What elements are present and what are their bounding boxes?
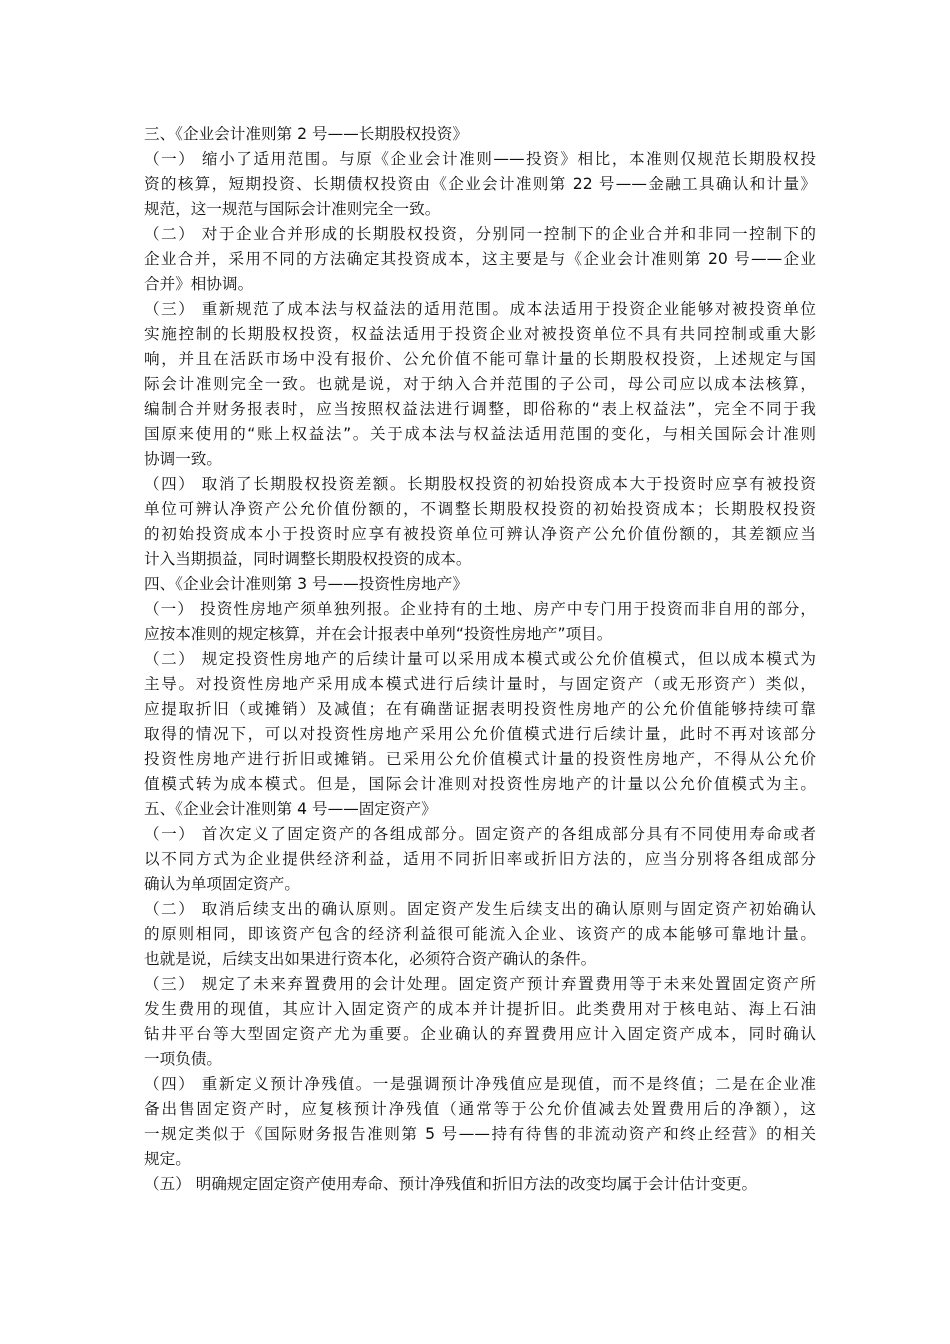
paragraph-line: （四） 重新定义预计净残值。一是强调预计净残值应是现值，而不是终值；二是在企业准 <box>144 1075 816 1093</box>
paragraph-line: 的初始投资成本小于投资时应享有被投资单位可辨认净资产公允价值份额的，其差额应当 <box>144 525 816 543</box>
paragraph-line: 一规定类似于《国际财务报告准则第 5 号——持有待售的非流动资产和终止经营》的相关 <box>144 1125 816 1143</box>
paragraph-line: （三） 规定了未来弃置费用的会计处理。固定资产预计弃置费用等于未来处置固定资产所 <box>144 975 816 993</box>
paragraph-line: 企业合并，采用不同的方法确定其投资成本，这主要是与《企业会计准则第 20 号——企业 <box>144 250 816 268</box>
paragraph-line: 一项负债。 <box>144 1050 222 1068</box>
paragraph-line: （三） 重新规范了成本法与权益法的适用范围。成本法适用于投资企业能够对被投资单位 <box>144 300 816 318</box>
paragraph-line: （五） 明确规定固定资产使用寿命、预计净残值和折旧方法的改变均属于会计估计变更。 <box>144 1175 758 1193</box>
paragraph-line: （二） 规定投资性房地产的后续计量可以采用成本模式或公允价值模式，但以成本模式为 <box>144 650 816 668</box>
paragraph-line: 以不同方式为企业提供经济利益，适用不同折旧率或折旧方法的，应当分别将各组成部分 <box>144 850 816 868</box>
paragraph-line: 确认为单项固定资产。 <box>144 875 300 893</box>
paragraph-line: 备出售固定资产时，应复核预计净残值（通常等于公允价值减去处置费用后的净额），这 <box>144 1100 816 1118</box>
paragraph-line: （四） 取消了长期股权投资差额。长期股权投资的初始投资成本大于投资时应享有被投资 <box>144 475 816 493</box>
paragraph-line: 编制合并财务报表时，应当按照权益法进行调整，即俗称的“表上权益法”，完全不同于我 <box>144 400 816 418</box>
paragraph-line: （一） 投资性房地产须单独列报。企业持有的土地、房产中专门用于投资而非自用的部分， <box>144 600 816 618</box>
paragraph-line: 单位可辨认净资产公允价值份额的，不调整长期股权投资的初始投资成本；长期股权投资 <box>144 500 816 518</box>
paragraph-line: 规定。 <box>144 1150 191 1168</box>
paragraph-line: 值模式转为成本模式。但是，国际会计准则对投资性房地产的计量以公允价值模式为主。 <box>144 775 816 793</box>
paragraph-line: 响，并且在活跃市场中没有报价、公允价值不能可靠计量的长期股权投资，上述规定与国 <box>144 350 816 368</box>
paragraph-line: 发生费用的现值，其应计入固定资产的成本并计提折旧。此类费用对于核电站、海上石油 <box>144 1000 816 1018</box>
document-body <box>144 122 816 1197</box>
paragraph-line: （二） 对于企业合并形成的长期股权投资，分别同一控制下的企业合并和非同一控制下的 <box>144 225 816 243</box>
paragraph-line: 的原则相同，即该资产包含的经济利益很可能流入企业、该资产的成本能够可靠地计量。 <box>144 925 816 943</box>
paragraph-line: 资的核算，短期投资、长期债权投资由《企业会计准则第 22 号——金融工具确认和计量》 <box>144 175 816 193</box>
paragraph-line: 计入当期损益，同时调整长期股权投资的成本。 <box>144 550 472 568</box>
paragraph-line: （二） 取消后续支出的确认原则。固定资产发生后续支出的确认原则与固定资产初始确认 <box>144 900 816 918</box>
paragraph-line: 也就是说，后续支出如果进行资本化，必须符合资产确认的条件。 <box>144 950 597 968</box>
paragraph-line: 应按本准则的规定核算，并在会计报表中单列“投资性房地产”项目。 <box>144 625 613 643</box>
paragraph-line: 实施控制的长期股权投资，权益法适用于投资企业对被投资单位不具有共同控制或重大影 <box>144 325 816 343</box>
section-heading: 五、《企业会计准则第 4 号——固定资产》 <box>144 800 437 818</box>
section-heading: 四、《企业会计准则第 3 号——投资性房地产》 <box>144 575 468 593</box>
paragraph-line: 协调一致。 <box>144 450 222 468</box>
paragraph-line: 投资性房地产进行折旧或摊销。已采用公允价值模式计量的投资性房地产，不得从公允价 <box>144 750 816 768</box>
paragraph-line: （一） 首次定义了固定资产的各组成部分。固定资产的各组成部分具有不同使用寿命或者 <box>144 825 816 843</box>
paragraph-line: （一） 缩小了适用范围。与原《企业会计准则——投资》相比，本准则仅规范长期股权投 <box>144 150 816 168</box>
paragraph-line: 主导。对投资性房地产采用成本模式进行后续计量时，与固定资产（或无形资产）类似， <box>144 675 816 693</box>
paragraph-line: 合并》相协调。 <box>144 275 254 293</box>
paragraph-line: 取得的情况下，可以对投资性房地产采用公允价值模式进行后续计量，此时不再对该部分 <box>144 725 816 743</box>
paragraph-line: 钻井平台等大型固定资产尤为重要。企业确认的弃置费用应计入固定资产成本，同时确认 <box>144 1025 816 1043</box>
paragraph-line: 际会计准则完全一致。也就是说，对于纳入合并范围的子公司，母公司应以成本法核算， <box>144 375 816 393</box>
paragraph-line: 应提取折旧（或摊销）及减值；在有确凿证据表明投资性房地产的公允价值能够持续可靠 <box>144 700 816 718</box>
paragraph-line: 规范，这一规范与国际会计准则完全一致。 <box>144 200 441 218</box>
paragraph-line: 国原来使用的“账上权益法”。关于成本法与权益法适用范围的变化，与相关国际会计准则 <box>144 425 816 443</box>
section-heading: 三、《企业会计准则第 2 号——长期股权投资》 <box>144 125 468 143</box>
